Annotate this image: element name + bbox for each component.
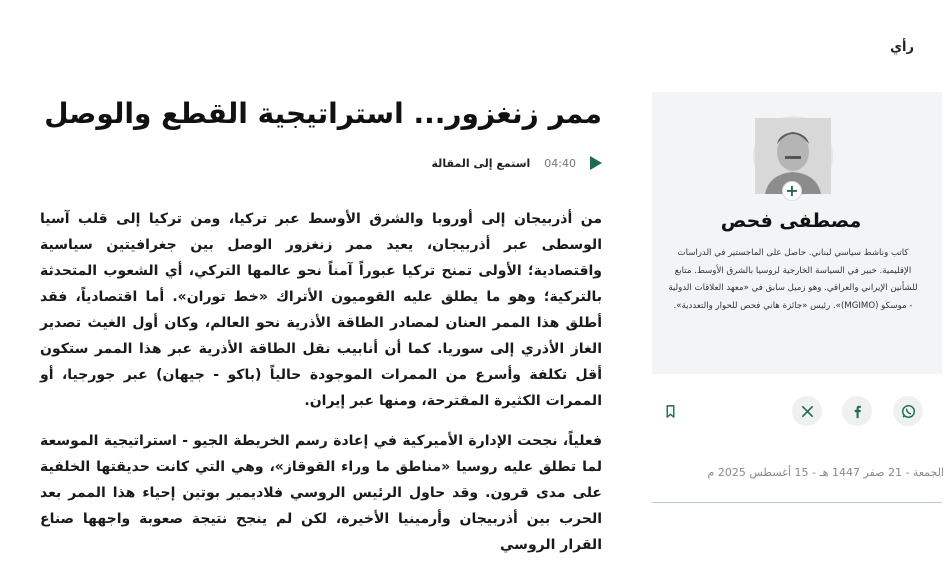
article-paragraph: فعلياً، نجحت الإدارة الأميركية في إعادة رسم الخريطة الجيو - استراتيجية الموسعة لما تطلق عليه روسيا «مناطق ما وراء القوقاز»، وهي التي كانت حديقتها الخلفية على مدى قرون. وقد حاول الرئيس الروسي فلاديمير بوتين إحياء هذا الممر بعد الحرب بين أذربيجان وأرمينيا الأخيرة، لكن لم ينجح نتيجة صعوبة واجهها صناع القرار الروسي xyxy=(40,433,602,553)
play-icon[interactable] xyxy=(590,156,602,170)
bookmark-button[interactable] xyxy=(655,396,685,426)
x-icon xyxy=(800,404,815,419)
divider xyxy=(652,502,942,503)
audio-duration: 04:40 xyxy=(544,156,576,170)
share-x-button[interactable] xyxy=(792,396,822,426)
listen-label: استمع إلى المقالة xyxy=(431,156,531,170)
audio-player[interactable] xyxy=(432,152,602,174)
article-title: ممر زنغزور... استراتيجية القطع والوصل xyxy=(44,97,602,130)
bookmark-icon xyxy=(663,404,678,419)
author-bio: كاتب وناشط سياسي لبناني. حاصل على الماجستير في الدراسات الإقليمية. خبير في السياسة الخارجية لروسيا بالشرق الأوسط. متابع للشأنين الإيراني والعراقي. وهو زميل سابق في «معهد العلاقات الدولية - موسكو (MGIMO)». رئيس «جائزة هاني فحص للحوار والتعددية». xyxy=(668,248,918,311)
article-body xyxy=(40,206,602,572)
follow-plus-icon[interactable]: + xyxy=(782,181,802,201)
share-facebook-button[interactable] xyxy=(842,396,872,426)
author-card xyxy=(652,92,942,374)
section-label[interactable]: رأي xyxy=(890,40,914,55)
facebook-icon xyxy=(850,404,865,419)
whatsapp-icon xyxy=(901,404,916,419)
author-name[interactable]: مصطفى فحص xyxy=(720,210,862,232)
publish-date: الجمعة - 21 صفر 1447 هـ - 15 أغسطس 2025 م xyxy=(707,466,944,479)
article-paragraph: من أذربيجان إلى أوروبا والشرق الأوسط عبر تركيا، ومن تركيا إلى قلب آسيا الوسطى عبر أذربيجان، يعيد ممر زنغزور الوصل بين جغرافيتين سياسية واقتصادية؛ الأولى تمنح تركيا عبوراً آمناً نحو عالمها التركي، أي الشعوب المتحدثة بالتركية؛ وهو ما يطلق عليه القوميون الأتراك «خط توران». أما اقتصادياً، فقد أطلق هذا الممر العنان لمصادر الطاقة الأذرية نحو العالم، وكان أول الغيث تصدير الغاز الأذري إلى سوريا. كما أن أنابيب نقل الطاقة الأذرية عبر هذا الممر ستكون أقل تكلفة وأسرع من الممرات الموجودة حالياً (باكو - جيهان) عبر جورجيا، أو الممرات الكثيرة المقترحة، ومنها عبر إيران. xyxy=(40,211,602,409)
share-whatsapp-button[interactable] xyxy=(893,396,923,426)
